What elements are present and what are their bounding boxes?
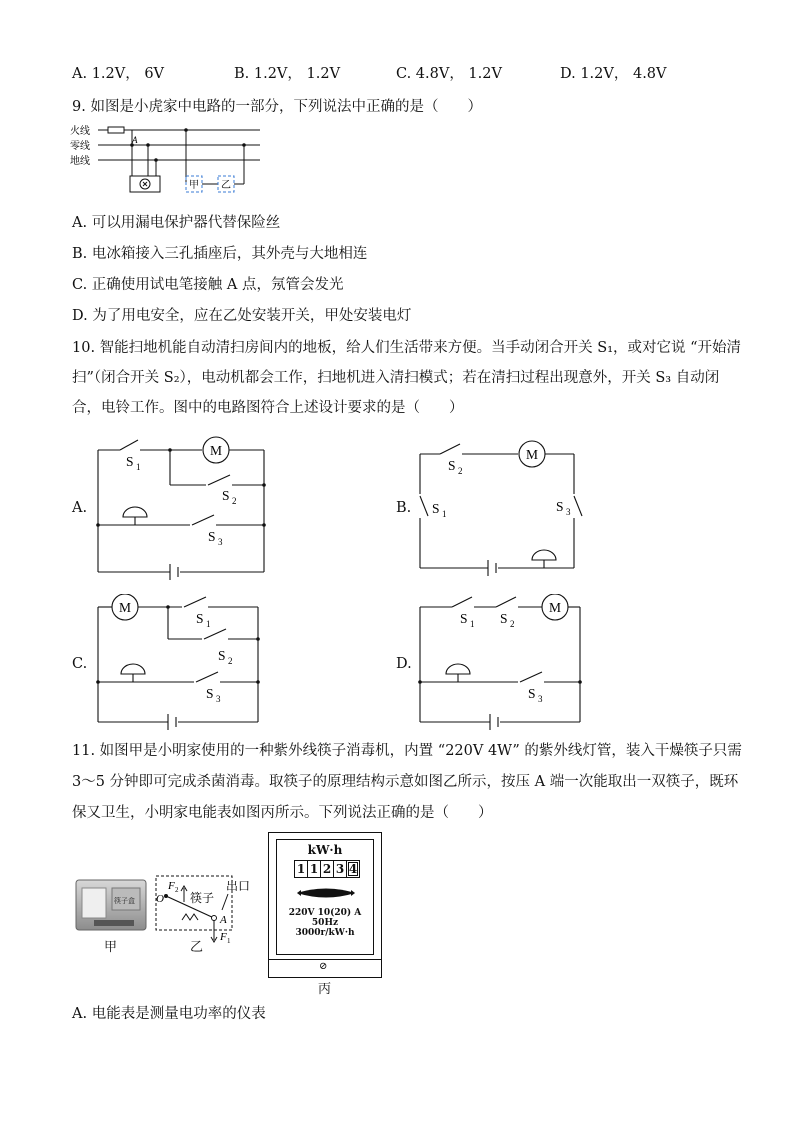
q8-option-a: A. 1.2V， 6V [72,66,165,82]
subscript-3: 3 [216,694,221,704]
box-jia-label: 甲 [189,180,199,191]
box-yi-label: 乙 [221,180,231,191]
circuit-b [412,436,592,580]
lever-diagram [152,872,262,952]
subscript-1: 1 [470,619,475,629]
q10-stem-line-1: 10. 智能扫地机能自动清扫房间内的地板，给人们生活带来方便。当手动闭合开关 S₁，或对它说 “开始清 [72,340,742,356]
meter-rate: 3000r/kW·h [295,928,355,938]
subscript-1: 1 [442,509,447,519]
q11-option-a: A. 电能表是测量电功率的仪表 [72,1006,266,1022]
live-wire-label: 火线 [70,126,90,137]
subscript-2: 2 [228,656,233,666]
subscript-2: 2 [458,466,463,476]
force-f2-label: F [168,880,175,892]
meter-terminal-icon: ⊘ [319,961,328,972]
q10-label-a: A. [72,500,88,516]
meter-unit: kW·h [307,843,343,857]
meter-digit: 1 [308,861,321,877]
switch-s2-label: S [448,458,456,473]
motor-symbol: M [210,443,223,458]
subscript-3: 3 [566,507,571,517]
q10-stem-line-3: 合，电铃工作。图中的电路图符合上述设计要求的是（ ） [72,400,464,416]
subscript-2: 2 [232,496,237,506]
chopsticks-label: 筷子 [190,891,215,905]
electricity-meter [268,832,382,978]
switch-s1-label: S [196,611,204,626]
meter-disc-icon [295,886,357,900]
subscript-3: 3 [538,694,543,704]
machine-label: 筷子盒 [114,897,135,905]
q10-label-b: B. [396,500,412,516]
fig-bing-label: 丙 [318,982,332,997]
motor-symbol: M [119,600,132,615]
sterilizer-machine-image [72,876,152,936]
switch-s2-label: S [222,488,230,503]
fig-jia-label: 甲 [104,940,118,955]
q9-option-b: B. 电冰箱接入三孔插座后，其外壳与大地相连 [72,246,368,262]
force-f2-sub: 2 [175,886,179,894]
q9-stem: 9. 如图是小虎家中电路的一部分，下列说法中正确的是（ ） [72,99,482,115]
meter-face [276,839,374,955]
switch-s2-label: S [500,611,508,626]
switch-s1-label: S [432,501,440,516]
neutral-wire-label: 零线 [70,141,90,152]
subscript-1: 1 [206,619,211,629]
circuit-c [90,594,270,734]
meter-digit: 3 [334,861,347,877]
q10-stem-line-2: 扫”（闭合开关 S₂），电动机都会工作，扫地机进入清扫模式；若在清扫过程出现意外，开关 S₃ 自动闭 [72,370,720,386]
switch-s1-label: S [460,611,468,626]
q8-option-d: D. 1.2V， 4.8V [560,66,667,82]
q11-stem-line-3: 保又卫生，小明家电能表如图丙所示。下列说法正确的是（ ） [72,805,493,821]
circuit-d [412,594,592,734]
ground-wire-label: 地线 [70,156,90,167]
meter-digit: 1 [295,861,308,877]
q10-label-c: C. [72,656,88,672]
switch-s1-label: S [126,454,134,469]
switch-s3-label: S [208,529,216,544]
switch-s2-label: S [218,648,226,663]
subscript-1: 1 [136,462,141,472]
q8-option-b: B. 1.2V， 1.2V [234,66,341,82]
point-a-label: A [132,135,138,145]
q11-stem-line-2: 3～5 分钟即可完成杀菌消毒。取筷子的原理结构示意如图乙所示，按压 A 端一次能取出一双筷子，既环 [72,774,739,790]
end-a-label: A [220,914,227,926]
switch-s3-label: S [528,686,536,701]
q9-option-c: C. 正确使用试电笔接触 A 点，氖管会发光 [72,277,344,293]
force-f1-sub: 1 [227,937,231,945]
q8-option-c: C. 4.8V， 1.2V [396,66,502,82]
motor-symbol: M [549,600,562,615]
switch-s3-label: S [206,686,214,701]
pivot-o-label: O [156,893,164,905]
q9-option-d: D. 为了用电安全，应在乙处安装开关，甲处安装电灯 [72,308,412,324]
subscript-2: 2 [510,619,515,629]
fig-yi-label: 乙 [190,940,204,955]
subscript-3: 3 [218,537,223,547]
outlet-label: 出口 [226,879,251,893]
meter-digit-decimal: 4 [348,862,358,876]
meter-divider [269,959,381,960]
q9-option-a: A. 可以用漏电保护器代替保险丝 [72,215,281,231]
q10-label-d: D. [396,656,412,672]
circuit-a [90,430,280,580]
q11-stem-line-1: 11. 如图甲是小明家使用的一种紫外线筷子消毒机，内置 “220V 4W” 的紫外线灯管，装入干燥筷子只需 [72,743,742,759]
meter-counter [294,860,360,878]
meter-spec: 220V 10(20) A 50Hz [288,908,362,928]
motor-symbol: M [526,447,539,462]
switch-s3-label: S [556,499,564,514]
meter-digit: 2 [321,861,334,877]
q9-circuit-diagram [68,120,278,210]
force-f1-label: F [220,931,227,943]
